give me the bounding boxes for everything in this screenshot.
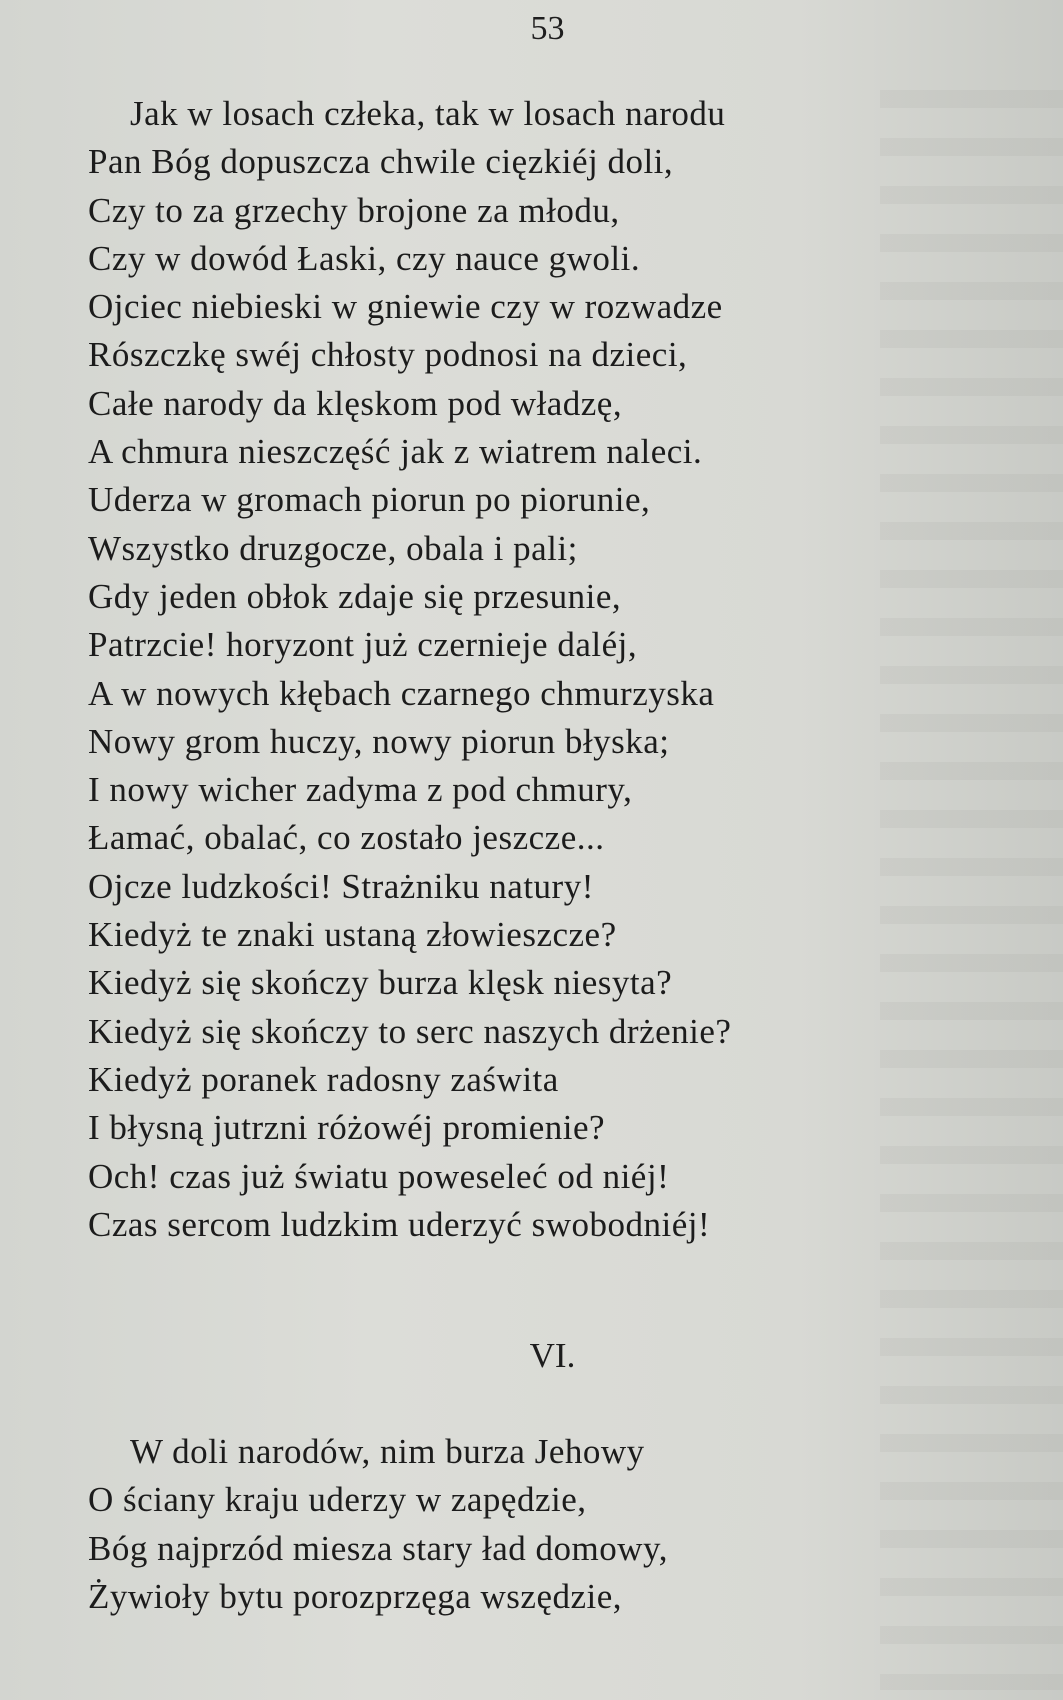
poem-line: Och! czas już światu poweseleć od niéj!: [88, 1156, 670, 1196]
poem-line: O ściany kraju uderzy w zapędzie,: [88, 1480, 587, 1520]
poem-line: Kiedyż poranek radosny zaświta: [88, 1059, 559, 1099]
poem-line: Pan Bóg dopuszcza chwile cięzkiéj doli,: [88, 142, 674, 182]
poem-line: I błysną jutrzni różowéj promienie?: [88, 1108, 606, 1148]
poem-line: Uderza w gromach piorun po piorunie,: [88, 480, 651, 520]
poem-line: Kiedyż te znaki ustaną złowieszcze?: [88, 915, 617, 955]
poem-line: I nowy wicher zadyma z pod chmury,: [88, 770, 633, 810]
poem-line: Kiedyż się skończy to serc naszych drżenie?: [88, 1011, 732, 1051]
poem-line: Łamać, obalać, co zostało jeszcze...: [88, 818, 605, 858]
poem-line: Patrzcie! horyzont już czernieje daléj,: [88, 625, 638, 665]
stanza-2: [88, 1428, 668, 1621]
poem-line: Ojciec niebieski w gniewie czy w rozwadze: [88, 287, 723, 327]
poem-line: Czy w dowód Łaski, czy nauce gwoli.: [88, 238, 641, 278]
poem-line: Żywioły bytu porozprzęga wszędzie,: [88, 1576, 623, 1616]
poem-line: A chmura nieszczęść jak z wiatrem naleci.: [88, 432, 703, 472]
poem-line: A w nowych kłębach czarnego chmurzyska: [88, 673, 715, 713]
poem-line: Czas sercom ludzkim uderzyć swobodniéj!: [88, 1204, 711, 1244]
stanza-1: [88, 90, 731, 1249]
bleed-through-texture: [880, 90, 1063, 1690]
poem-line: Jak w losach człeka, tak w losach narodu: [130, 94, 726, 133]
poem-line: W doli narodów, nim burza Jehowy: [130, 1432, 645, 1471]
page-number: 53: [530, 10, 565, 47]
poem-line: Wszystko druzgocze, obala i pali;: [88, 528, 578, 568]
poem-line: Całe narody da klęskom pod władzę,: [88, 383, 623, 423]
poem-line: Nowy grom huczy, nowy piorun błyska;: [88, 721, 670, 761]
section-heading: VI.: [529, 1336, 576, 1375]
poem-line: Ojcze ludzkości! Strażniku natury!: [88, 866, 594, 906]
poem-line: Rószczkę swéj chłosty podnosi na dzieci,: [88, 335, 688, 375]
poem-line: Gdy jeden obłok zdaje się przesunie,: [88, 576, 622, 616]
poem-line: Kiedyż się skończy burza klęsk niesyta?: [88, 963, 673, 1003]
poem-line: Czy to za grzechy brojone za młodu,: [88, 190, 620, 230]
poem-line: Bóg najprzód miesza stary ład domowy,: [88, 1528, 668, 1568]
